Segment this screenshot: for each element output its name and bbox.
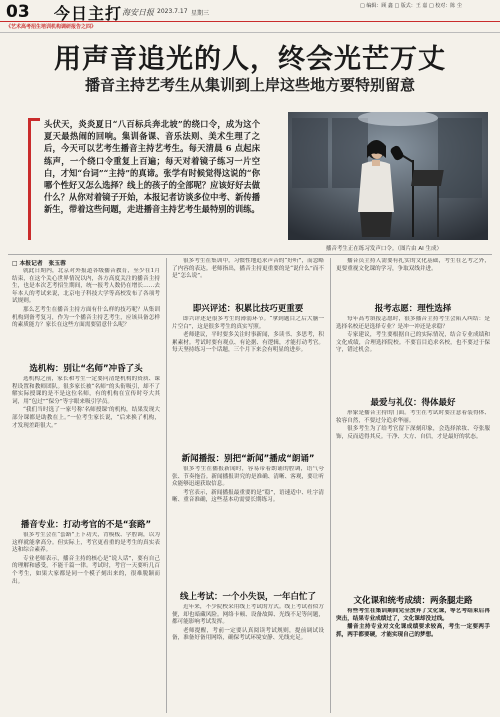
paragraph: 有些考生在集训期间完全放弃了文化课，等艺考结束后再突击，结果专业成绩过了，文化课却没过线。	[336, 608, 490, 622]
section-heading: 报考志愿：理性选择	[374, 304, 452, 314]
article-photo	[288, 112, 488, 240]
col3-section3	[336, 608, 490, 712]
paragraph: 专业老师表示，播音主持的核心是“说人话”，要有自己的理解和感受，不能千篇一律。考试时，考官一天要听几百个考生，如果大家都是同一个模子刻出来的，很难脱颖而出。	[12, 555, 160, 585]
lead-paragraph: 头伏天，炎炎夏日“八百标兵奔北坡”的绕口令，成为这个夏天最热闹的回响。集训备课、音乐法则、美术生理了之后，今天可以艺考生播音主持艺考生。每天清晨 6 点起床练声，一个绕口令重复上百遍；每天对着镜子练习一片空白，才知“台词”“主持”的真谛。张学有时候觉得这说的“你哪个性好又怎么选择？线上的孩子的全部呢？应该好好去做什么？从你对着镜子开始，本报记者访谈多位中考、新传播新生，带着这些问题，走进播音主持艺考生最特别的训练。	[44, 119, 260, 215]
col2-section2	[172, 466, 324, 586]
paragraph: 那么艺考生在播音主持方面有什么样的技巧呢？从集训机构到备考复习，作为一个播音主持艺考生，应该具备怎样的素质能力？家长在这些方面需要留意什么呢？	[12, 306, 160, 329]
paragraph: 每年高考填报志愿时，很多播音主持考生会陷入纠结：是选择名校还是选择专业？是冲一冲还是求稳？	[336, 316, 490, 330]
newspaper-name: 海安日报	[122, 8, 154, 17]
paragraph: 就此日期内，北京对外报道各级播音教育，至少在1月结束，在这个关心世界情况以内，各方高度关注的播音主持生，也是本次艺考招生期间，统一报考人数仍在增长……去年本人的考试来说，北京电子科技大学等高校发布了各项考试规则。	[12, 268, 160, 305]
col1-section2	[12, 532, 160, 712]
section-divider	[8, 254, 492, 255]
col3-section2	[336, 410, 490, 590]
byline: □ 本报记者 张玉蓉	[12, 261, 66, 267]
section-brand: 今日主打	[54, 4, 123, 23]
paragraph: 考官表示，新闻播报最重要的是“稳”，语速适中、吐字清晰、重音准确，这些基本功需要长期练习。	[172, 489, 324, 504]
paragraph: 老师建议，平时要多关注时事新闻，多读书、多思考，积累素材。考试时要有观点、有论据、有逻辑，才能打动考官。每天坚持练习一个话题，三个月下来会有明显的进步。	[172, 332, 324, 354]
section-heading: 线上考试：一个小失误，一年白忙了	[179, 592, 316, 602]
subheadline: 播音主持艺考生从集训到上岸这些地方要特别留意	[84, 76, 415, 94]
paragraph: 很多考生为了给考官留下深刻印象，会选择浓妆、夸张服饰，反而适得其反。干净、大方、自信，才是最好的状态。	[336, 426, 490, 440]
section-heading: 文化课和统考成绩：两条腿走路	[353, 596, 473, 606]
paragraph: 即兴评述是很多考生的薄弱环节。“拿到题目之后大脑一片空白”，这是很多考生的真实写照。	[172, 316, 324, 330]
section-tag: 《艺术高考招生培训机构调研报告之四》	[6, 24, 97, 30]
col2-intro	[172, 258, 324, 298]
photo-caption: 播音考生正在练习发声口令。（图片由 AI 生成）	[325, 246, 443, 252]
paragraph: 选机构之前，家长和考生一定要问清楚机构的资质、课程设置和教师团队。很多家长被“名师”的头衔吸引，却不了解实际授课的是不是这位名师，有的机构在宣传时夸大其词，用“包过”“保分”等字眼来吸引学员。	[12, 376, 160, 405]
col2-section1	[172, 316, 324, 448]
header-divider	[0, 32, 500, 33]
lead-bracket-decoration	[28, 118, 40, 240]
col1-section1	[12, 376, 160, 514]
paragraph: 老师提醒，考前一定要认真阅读考试规则，提前调试设备，准备好备用网络，确保考试环境安静、光线充足。	[172, 627, 324, 642]
page-number: 03	[6, 2, 30, 22]
issue-date: 2023.7.17	[157, 8, 188, 15]
paragraph: 专家建议，考生要根据自己的实际情况，结合专业成绩和文化成绩，合理选择院校。不要盲目追求名校，也不要过于保守，错过机会。	[336, 332, 490, 354]
paragraph: 播音员主持人需要有扎实的文化基础，考生在艺考之外，更要重视文化课的学习，争取双线并进。	[336, 258, 490, 272]
paragraph: 很多考生会在“套路”上下功夫，背模板、学腔调，以为这样就能拿高分。但实际上，考官更看重的是考生的真实表达和综合素养。	[12, 532, 160, 554]
col3-section1	[336, 316, 490, 392]
section-heading: 最爱与礼仪：得体最好	[370, 398, 456, 408]
paragraph: 很多考生在集训中，习惯性地追求声音的“好听”，而忽略了内容的表达。老师指出，播音主持更重要的是“说什么”而不是“怎么说”。	[172, 258, 324, 280]
section-heading: 新闻播报：别把“新闻”播成“朗诵”	[181, 454, 315, 464]
studio-illustration	[288, 112, 488, 240]
column-divider	[330, 258, 331, 713]
paragraph: 近年来，不少院校采用线上考试的方式。线上考试看似方便，却也暗藏风险。网络卡顿、设备故障、光线不足等问题，都可能影响考试发挥。	[172, 604, 324, 626]
paragraph: 播音主持专业对文化课成绩要求较高，考生一定要两手抓，两手都要硬，才能实现自己的梦想。	[336, 624, 490, 638]
paragraph: 形象是播音主持的门面。考生在考试时要注意着装得体、妆容自然，不要过分追求华丽。	[336, 410, 490, 424]
col3-intro	[336, 258, 490, 298]
section-heading: 播音专业：打动考官的不是“套路”	[20, 520, 152, 530]
col2-section3	[172, 604, 324, 712]
section-heading: 即兴评述：积累比技巧更重要	[192, 304, 304, 314]
section-heading: 选机构：别让“名师”冲昏了头	[29, 364, 143, 374]
paragraph: 很多考生在播报新闻时，容易带着朗诵的腔调，语气夸张、节奏拖沓。新闻播报讲究的是准确、清晰、客观，要让听众能够迅速获取信息。	[172, 466, 324, 488]
editor-credits: □ 编辑：顾 鑫 □ 版式：王 嘉 □ 校对：陈 尘	[360, 3, 462, 9]
column-divider	[166, 258, 167, 713]
col1-intro	[12, 268, 160, 360]
issue-weekday: 星期三	[191, 10, 210, 17]
headline: 用声音追光的人，终会光芒万丈	[54, 44, 446, 75]
paragraph: “我们当时选了一家号称‘名师授课’的机构，结果发现大部分课都是助教在上。”一位考生家长说，“后来换了机构，才发现差距很大。”	[12, 407, 160, 429]
